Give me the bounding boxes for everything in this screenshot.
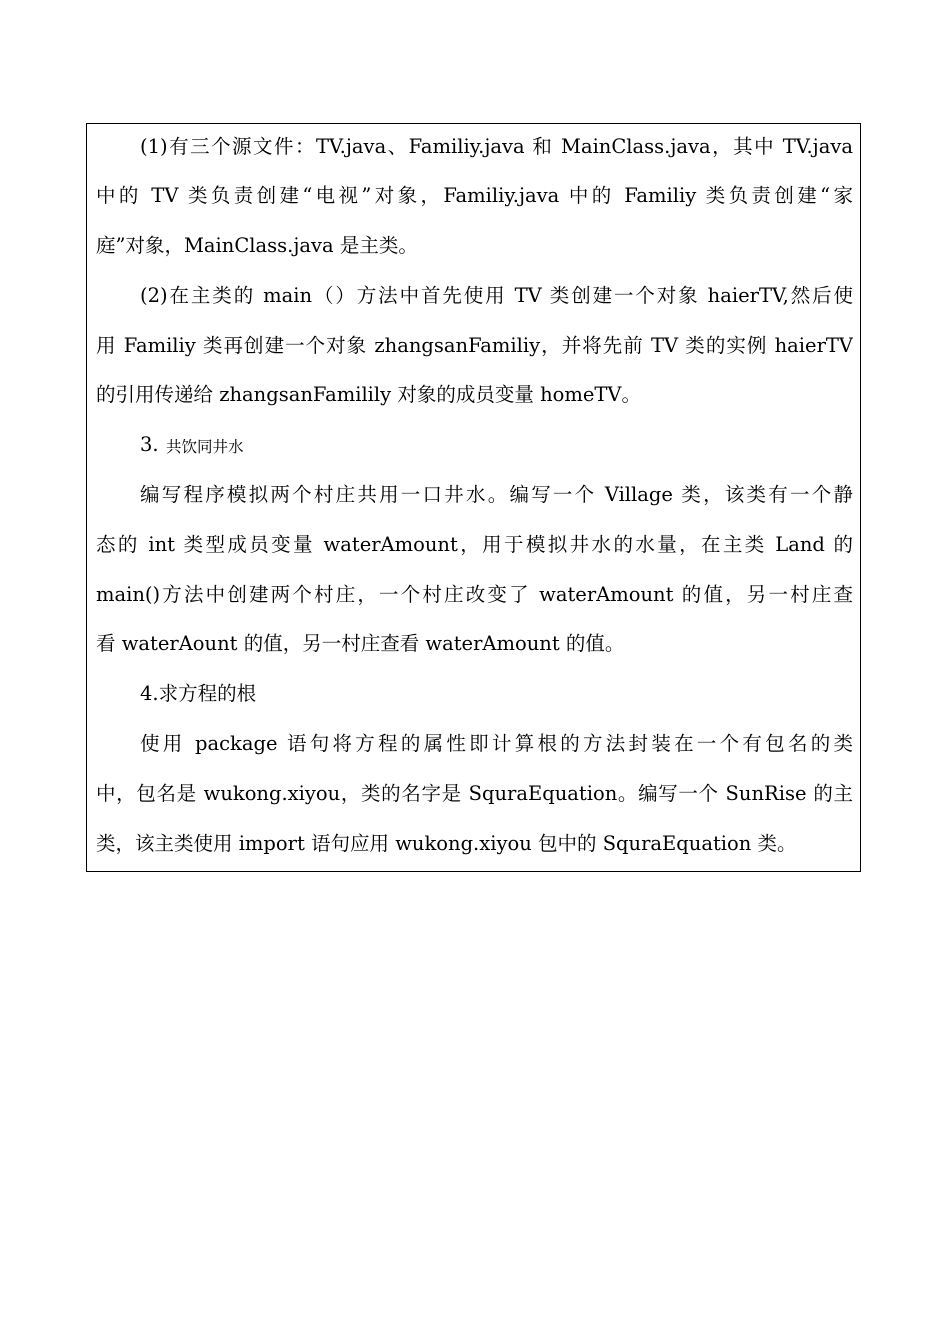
paragraph-1-line-1: (1)有三个源文件：TV.java、Familiy.java 和 MainClass.java，其中 TV.java [140, 135, 853, 158]
paragraph-3-line-3: main()方法中创建两个村庄，一个村庄改变了 waterAmount 的值，另一村庄查 [96, 583, 853, 606]
paragraph-4-line-1: 使用 package 语句将方程的属性即计算根的方法封装在一个有包名的类 [140, 732, 853, 755]
section-4-title: 4.求方程的根 [140, 682, 257, 705]
paragraph-1-line-3: 庭”对象，MainClass.java 是主类。 [96, 234, 418, 257]
paragraph-2-line-1: (2)在主类的 main（）方法中首先使用 TV 类创建一个对象 haierTV,然后使 [140, 284, 853, 307]
paragraph-2-line-2: 用 Familiy 类再创建一个对象 zhangsanFamiliy，并将先前 TV 类的实例 haierTV [96, 334, 853, 357]
section-3-title: 共饮同井水 [166, 438, 244, 456]
paragraph-4-line-2: 中，包名是 wukong.xiyou，类的名字是 SquraEquation。编写一个 SunRise 的主 [96, 782, 853, 805]
paragraph-1-line-2: 中的 TV 类负责创建“电视”对象，Familiy.java 中的 Familiy 类负责创建“家 [96, 184, 853, 207]
paragraph-3-line-4: 看 waterAount 的值，另一村庄查看 waterAmount 的值。 [96, 632, 625, 655]
paragraph-3-line-1: 编写程序模拟两个村庄共用一口井水。编写一个 Village 类，该类有一个静 [140, 483, 853, 506]
section-3-number: 3. [140, 433, 159, 456]
paragraph-4-line-3: 类，该主类使用 import 语句应用 wukong.xiyou 包中的 SquraEquation 类。 [96, 832, 797, 855]
paragraph-3-line-2: 态的 int 类型成员变量 waterAmount，用于模拟井水的水量，在主类 Land 的 [96, 533, 853, 556]
paragraph-2-line-3: 的引用传递给 zhangsanFamilily 对象的成员变量 homeTV。 [96, 383, 641, 406]
